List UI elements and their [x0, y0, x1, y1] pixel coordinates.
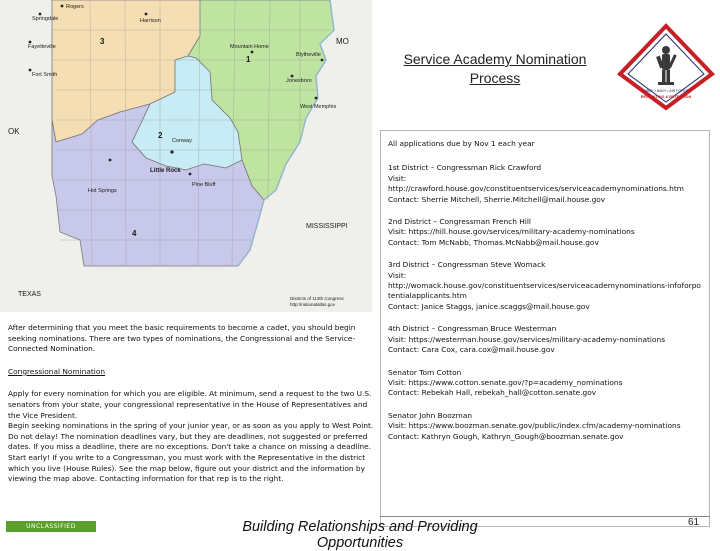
state-label-mo: MO: [336, 37, 349, 46]
contact-url-link[interactable]: http://crawford.house.gov/constituentservices/serviceacademynominations.htm: [388, 184, 684, 194]
contact-visit-link[interactable]: Visit: https://www.boozman.senate.gov/public/index.cfm/academy-nominations: [388, 421, 681, 431]
contact-person: Contact: Janice Staggs, janice.scaggs@mail.house.gov: [388, 301, 590, 311]
district-number-3: 3: [100, 37, 105, 46]
contact-visit-link[interactable]: Visit: https://hill.house.gov/services/military-academy-nominations: [388, 227, 635, 237]
emblem-svg: [618, 24, 714, 110]
page-title-line-1: Service Academy Nomination: [403, 51, 587, 67]
classification-badge: UNCLASSIFIED: [6, 521, 96, 532]
city-label-jonesboro: Jonesboro: [286, 78, 312, 84]
contact-heading: 2nd District – Congressman French Hill: [388, 217, 531, 227]
contact-person: Contact: Sherrie Mitchell, Sherrie.Mitchell@mail.house.gov: [388, 194, 606, 204]
contact-person: Contact: Tom McNabb, Thomas.McNabb@mail.house.gov: [388, 237, 599, 247]
contact-person: Contact: Rebekah Hall, rebekah_hall@cotton.senate.gov: [388, 388, 597, 398]
contact-entry-senator-boozman: [388, 411, 703, 442]
contact-heading: Senator John Boozman: [388, 410, 473, 420]
footer-divider: [380, 516, 710, 517]
nomination-instructions: [8, 323, 376, 485]
page-number: 61: [688, 517, 700, 528]
contact-person: Contact: Kathryn Gough, Kathryn_Gough@boozman.senate.gov: [388, 431, 624, 441]
district-number-2: 2: [158, 131, 163, 140]
state-label-ok: OK: [8, 127, 20, 136]
city-label-hot-springs: Hot Springs: [88, 188, 117, 194]
applications-due: All applications due by Nov 1 each year: [388, 139, 535, 148]
page-title: [380, 50, 610, 88]
contact-entry-district-4: [388, 324, 703, 355]
city-label-conway: Conway: [172, 138, 192, 144]
city-label-mountain-home: Mountain Home: [230, 44, 269, 50]
state-label-texas: TEXAS: [18, 291, 41, 298]
footer-tagline: Building Relationships and Providing Opportunities: [242, 519, 478, 551]
contact-entry-district-2: [388, 217, 703, 248]
city-label-springdale: Springdale: [32, 16, 59, 22]
recruiting-emblem: [618, 24, 714, 110]
instructions-paragraph-1: Apply for every nomination for which you are eligible. At minimum, send a request to the two U.S. senators from your state, your congressional representative in the House of Representatives and the Vice President.: [8, 389, 372, 420]
page-title-line-2: Process: [469, 70, 521, 86]
contact-visit-link[interactable]: Visit: https://www.cotton.senate.gov/?p=academy_nominations: [388, 377, 623, 387]
contact-url-link[interactable]: http://womack.house.gov/constituentservices/serviceacademynominations-infoforpotentialapplicants.htm: [388, 281, 701, 301]
contact-heading: Senator Tom Cotton: [388, 367, 462, 377]
district-number-4: 4: [132, 229, 137, 238]
city-label-rogers: Rogers: [66, 4, 84, 10]
city-label-little-rock: Little Rock: [150, 168, 181, 174]
contact-entry-district-3: [388, 260, 703, 312]
instructions-paragraph-2: Begin seeking nominations in the spring of your junior year, or as soon as you apply to West Point. Do not delay! The nomination deadlines vary, but they are deadlines, not suggested or preferred dates. If you miss a deadline, there are no exceptions. Don't take a chance on missing a deadline. Start early! If you write to a Congressman, you must work with the Representative in the district which you live (House Rules). See the map below, figure out your district and the information by viewing the map above. Contacting information for that rep is to the right.: [8, 421, 374, 484]
district-number-1: 1: [246, 55, 251, 64]
intro-paragraph: After determining that you meet the basic requirements to become a cadet, you should begin seeking nominations. There are two types of nominations, the Congressional and the Service-Connected Nomination.: [8, 323, 356, 354]
contact-visit: Visit:: [388, 173, 407, 183]
city-label-west-memphis: West Memphis: [300, 104, 337, 110]
emblem-ring-text: ARMY • NAVY • AIR FORCE: [643, 89, 689, 93]
contacts-box: [380, 130, 710, 527]
contact-visit: Visit:: [388, 270, 407, 280]
contact-visit-link[interactable]: Visit: https://westerman.house.gov/services/military-academy-nominations: [388, 334, 666, 344]
contact-entry-senator-cotton: [388, 368, 703, 399]
contact-person: Contact: Cara Cox, cara.cox@mail.house.gov: [388, 345, 555, 355]
contact-heading: 1st District – Congressman Rick Crawford: [388, 163, 542, 173]
map-credit-line-2: http://nationalatlas.gov: [290, 302, 336, 307]
city-label-blytheville: Blytheville: [296, 52, 321, 58]
contact-heading: 4th District – Congressman Bruce Westerman: [388, 324, 557, 334]
city-label-fort-smith: Fort Smith: [32, 72, 58, 78]
city-label-fayetteville: Fayetteville: [28, 44, 56, 50]
contact-entry-district-1: [388, 163, 703, 205]
map-credit-line-1: Districts of 113th Congress: [290, 296, 344, 301]
state-label-mississippi: MISSISSIPPI: [306, 223, 348, 230]
city-label-harrison: Harrison: [140, 18, 161, 24]
section-heading: Congressional Nomination: [8, 366, 106, 376]
contact-heading: 3rd District – Congressman Steve Womack: [388, 260, 546, 270]
district-map: [0, 0, 372, 312]
district-map-svg: [0, 0, 372, 312]
city-label-pine-bluff: Pine Bluff: [192, 182, 216, 188]
emblem-banner-text: RECRUITING & RETENTION: [640, 95, 692, 99]
